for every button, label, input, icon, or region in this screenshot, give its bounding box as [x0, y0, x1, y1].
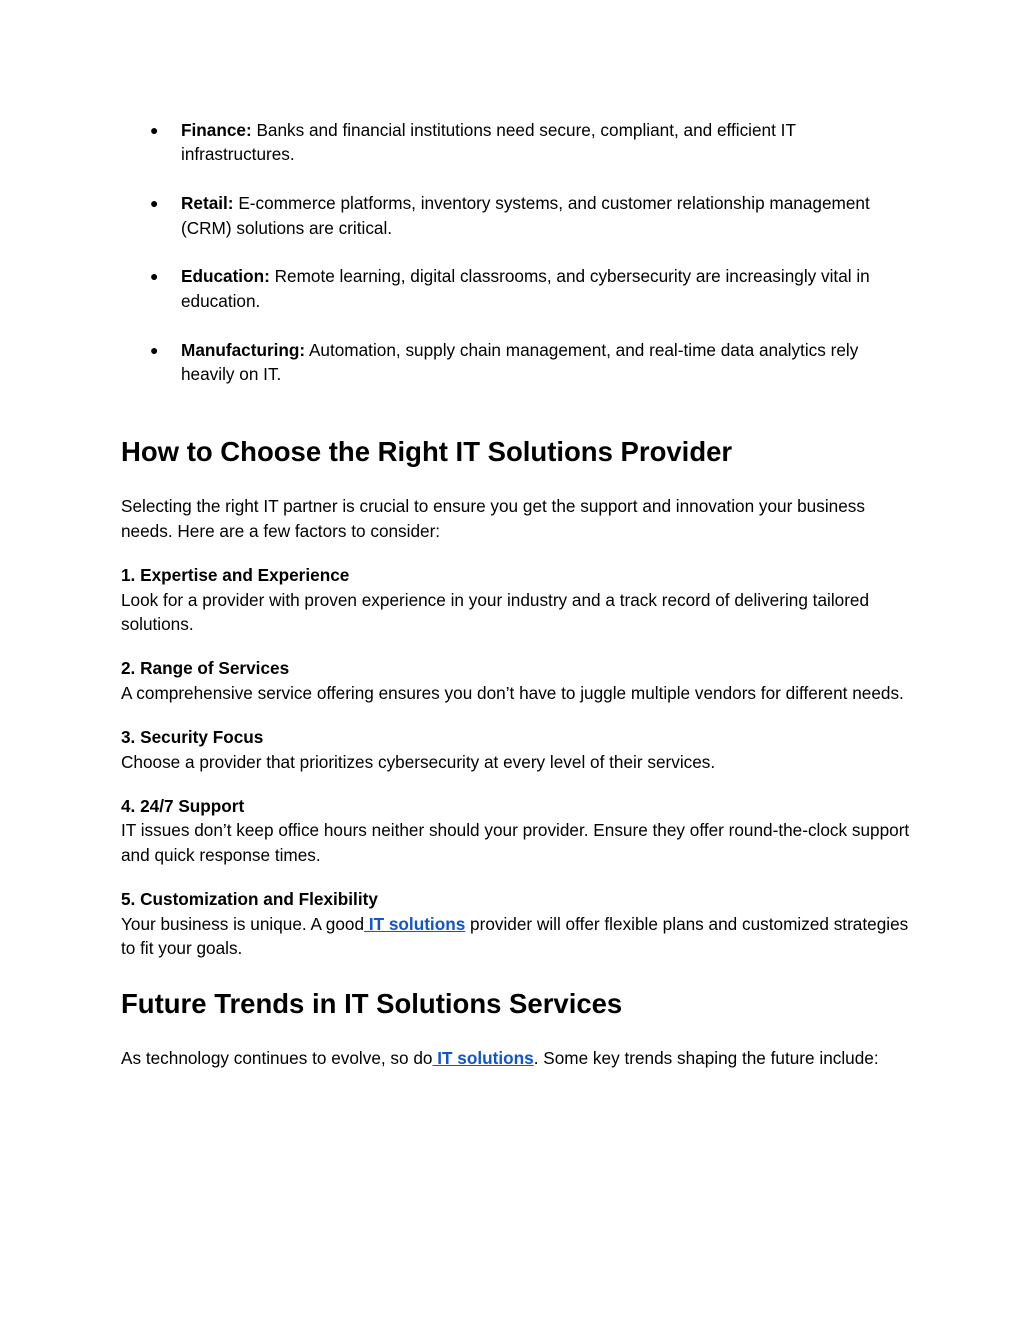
factor-title: 5. Customization and Flexibility [121, 889, 378, 910]
it-solutions-link[interactable]: IT solutions [364, 913, 466, 934]
future-trends-heading: Future Trends in IT Solutions Services [121, 987, 623, 1019]
factor-title: 2. Range of Services [121, 658, 290, 679]
list-item [121, 338, 911, 387]
factor-title: 3. Security Focus [121, 727, 264, 748]
future-text-after: . Some key trends shaping the future include: [533, 1047, 879, 1068]
factor-text: Look for a provider with proven experience in your industry and a track record of delivering tailored solutions. [121, 589, 870, 635]
choose-provider-heading: How to Choose the Right IT Solutions Provider [121, 436, 733, 468]
bullet-icon: ● [150, 122, 159, 138]
factor-item [121, 794, 911, 867]
factor-text: IT issues don’t keep office hours neither should your provider. Ensure they offer round-the-clock support and quick response times. [121, 820, 910, 865]
factor-title: 4. 24/7 Support [121, 796, 245, 817]
factor-item [121, 725, 911, 774]
factor-text-before: Your business is unique. A good [121, 913, 365, 934]
future-text-before: As technology continues to evolve, so do [121, 1047, 433, 1068]
choose-provider-intro: Selecting the right IT partner is crucial to ensure you get the support and innovation your business needs. Here are a few factors to consider: [121, 496, 865, 541]
list-item [121, 264, 911, 313]
industry-list [121, 118, 911, 386]
bullet-icon: ● [150, 195, 159, 212]
bullet-icon: ● [150, 341, 159, 358]
factor-text-after: provider will offer flexible plans and customized strategies to fit your goals. [121, 913, 909, 959]
factor-text: Choose a provider that prioritizes cybersecurity at every level of their services. [121, 751, 716, 772]
bullet-label: Education: [181, 266, 270, 287]
factor-text [121, 912, 911, 961]
bullet-text: Remote learning, digital classrooms, and cybersecurity are increasingly vital in education. [181, 266, 870, 311]
bullet-label: Manufacturing: [181, 339, 306, 360]
document-page [121, 118, 911, 1070]
list-item [121, 191, 911, 240]
future-trends-intro [121, 1046, 911, 1070]
factor-item [121, 563, 911, 636]
bullet-label: Retail: [181, 193, 234, 214]
bullet-text: E-commerce platforms, inventory systems, and customer relationship management (CRM) solutions are critical. [181, 193, 870, 238]
bullet-icon: ● [150, 268, 159, 285]
bullet-label: Finance: [181, 120, 252, 140]
factor-title: 1. Expertise and Experience [121, 565, 350, 586]
it-solutions-link[interactable]: IT solutions [432, 1047, 534, 1068]
factor-item [121, 656, 911, 705]
list-item [121, 118, 911, 167]
factor-text: A comprehensive service offering ensures you don’t have to juggle multiple vendors for different needs. [121, 682, 904, 703]
bullet-text: Banks and financial institutions need secure, compliant, and efficient IT infrastructures. [181, 120, 796, 165]
bullet-text: Automation, supply chain management, and real-time data analytics rely heavily on IT. [181, 339, 859, 385]
factor-item [121, 887, 911, 960]
